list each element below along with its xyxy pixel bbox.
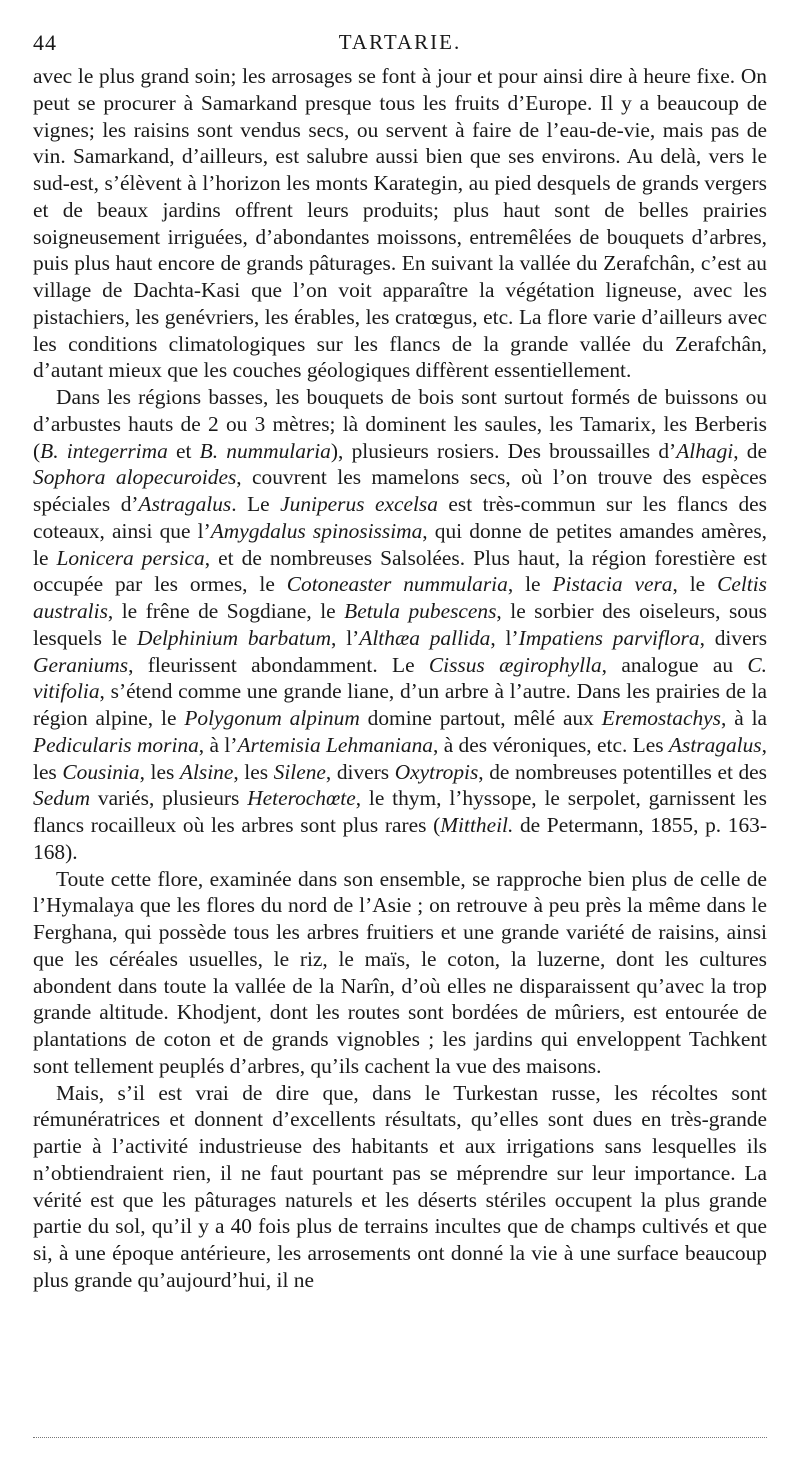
italic-term: Cissus ægirophylla: [428, 652, 602, 677]
text-run: avec le plus grand soin; les arrosages se font à jour et pour ainsi dire à heure fixe. On peut se procurer à Samarkand presque tous les fruits d’Europe. Il y a beaucoup de vignes; les raisins sont vendus secs, ou servent à faire de l’eau-de-vie, mais pas de vin. Samarkand, d’ailleurs, est salubre aussi bien que ses environs. Au delà, vers le sud-est, s’élèvent à l’horizon les monts Karategin, au pied desquels de grands vergers et de beaux jardins offrent leurs produits; plus haut sont de belles prairies soigneusement irriguées, d’abondantes moissons, entremêlées de bouquets d’arbres, puis plus haut encore de grands pâturages. En suivant la vallée du Zerafchân, c’est au village de Dachta-Kasi que l’on voit apparaître la végétation ligneuse, avec les pistachiers, les genévriers, les érables, les cratœgus, etc. La flore varie d’ailleurs avec les conditions climatologiques sur les flancs de la grande vallée du Zerafchân, d’autant mieux que les couches géologiques diffèrent essentiellement.: [33, 64, 767, 383]
text-run: Dans les régions basses, les bouquets de bois sont surtout formés de buissons ou d’arbustes hauts de 2 ou 3 mètres; là dominent les saules, les Tamarix, les Berberis (: [33, 385, 767, 463]
text-run: , les: [139, 759, 180, 784]
text-run: , à l’: [198, 732, 238, 757]
paragraph: [33, 384, 767, 866]
text-run: , l’: [490, 625, 519, 650]
text-run: , l’: [331, 625, 360, 650]
text-run: , fleurissent abondamment. Le: [128, 652, 429, 677]
paragraph: [33, 1080, 767, 1294]
text-run: , et de nombreuses Salsolées. Plus haut, la région forestière est occupée par les ormes, le: [33, 545, 767, 597]
text-run: Toute cette flore, examinée dans son ensemble, se rapproche bien plus de celle de l’Hymalaya que les flores du nord de l’Asie ; on retrouve à peu près la même dans le Ferghana, qui possède tous les arbres fruitiers et une grande variété de raisins, ainsi que les céréales usuelles, le riz, le maïs, le coton, la luzerne, dont les cultures abondent dans toute la vallée de la Narîn, d’où elles ne disparaissent qu’avec la trop grande altitude. Khodjent, dont les routes sont bordées de mûriers, est entourée de plantations de coton et de grands vignobles ; les jardins qui enveloppent Tachkent sont tellement peuplés d’arbres, qu’ils cachent la vue des maisons.: [33, 866, 767, 1078]
italic-term: Pistacia vera: [552, 572, 673, 597]
text-run: , divers: [325, 759, 395, 784]
text-run: , le frêne de Sogdiane, le: [107, 599, 345, 623]
italic-term: C. vitifolia: [33, 652, 767, 704]
italic-term: B. nummularia: [199, 438, 331, 463]
italic-term: Sophora alopecuroides: [33, 465, 237, 490]
italic-term: Alhagi: [676, 438, 734, 463]
text-run: , le sorbier des oiseleurs, sous lesquels le: [33, 599, 767, 650]
italic-term: Lonicera persica: [56, 545, 205, 570]
italic-term: Amygdalus spinosissima: [210, 518, 423, 543]
text-run: , les: [33, 732, 767, 784]
text-run: , analogue au: [601, 652, 748, 677]
text-run: . Le: [231, 492, 281, 516]
italic-term: Sedum: [33, 786, 91, 811]
text-run: , divers: [699, 625, 768, 650]
text-run: Mais, s’il est vrai de dire que, dans le Turkestan russe, les récoltes sont rémunératrices et donnent d’excellents résultats, qu’elles sont dues en très-grande partie à l’activité industrieuse des habitants et aux irrigations sans lesquelles ils n’obtiendraient rien, il ne faut pourtant pas se méprendre sur leur importance. La vérité est que les pâturages naturels et les déserts stériles occupent la plus grande partie du sol, qu’il y a 40 fois plus de terrains incultes que de champs cultivés et que si, à une époque antérieure, les arrosements ont donné la vie à une surface beaucoup plus grande qu’aujourd’hui, il ne: [33, 1080, 767, 1292]
italic-term: B. integerrima: [40, 438, 168, 463]
page-number: 44: [33, 30, 57, 55]
text-run: , s’étend comme une grande liane, d’un arbre à l’autre. Dans les prairies de la région alpine, le: [33, 679, 767, 730]
text-run: , couvrent les mamelons secs, où l’on trouve des espèces spéciales d’: [33, 465, 768, 516]
paragraph: [33, 63, 767, 384]
italic-term: Delphinium barbatum: [137, 625, 332, 650]
text-run: et: [167, 438, 200, 463]
text-run: domine partout, mêlé aux: [359, 706, 602, 730]
running-title: TARTARIE.: [338, 30, 462, 54]
page-header: [33, 30, 767, 60]
italic-term: Pedicularis morina: [33, 732, 199, 757]
body-text: [33, 63, 767, 1294]
italic-term: Althæa pallida: [359, 625, 491, 650]
text-run: , le: [672, 572, 718, 597]
italic-term: Mittheil.: [440, 813, 514, 837]
footer-dotted-rule: [33, 1437, 767, 1438]
italic-term: Polygonum alpinum: [184, 706, 360, 730]
italic-term: Cousinia: [62, 759, 140, 784]
text-run: , le: [507, 572, 553, 597]
text-run: , les: [233, 759, 274, 784]
italic-term: Juniperus excelsa: [280, 492, 438, 516]
italic-term: Artemisia Lehmaniana: [237, 732, 433, 757]
italic-term: Astragalus: [138, 492, 232, 516]
text-run: , le thym, l’hyssope, le serpolet, garnissent les flancs rocailleux où les arbres sont plus rares (: [33, 786, 767, 837]
italic-term: Impatiens parviflora: [518, 625, 700, 650]
text-run: variés, plusieurs: [90, 786, 248, 811]
italic-term: Eremostachys: [601, 706, 721, 730]
italic-term: Oxytropis: [394, 759, 479, 784]
italic-term: Cotoneaster nummularia: [286, 572, 508, 597]
italic-term: Geraniums: [33, 652, 129, 677]
text-run: est très-commun sur les flancs des coteaux, ainsi que l’: [33, 492, 767, 543]
text-run: , qui donne de petites amandes amères, le: [33, 518, 767, 570]
italic-term: Alsine: [179, 759, 234, 784]
text-run: , à des véroniques, etc. Les: [432, 732, 669, 757]
paragraph: [33, 866, 767, 1080]
text-run: , à la: [720, 706, 768, 730]
text-run: , de nombreuses potentilles et des: [478, 759, 767, 784]
italic-term: Silene: [273, 759, 326, 784]
text-run: , de: [733, 438, 767, 463]
text-run: de Petermann, 1855, p. 163-168).: [33, 813, 767, 864]
italic-term: Heterochœte: [247, 786, 356, 811]
italic-term: Betula pubescens: [344, 599, 497, 623]
italic-term: Celtis australis: [33, 572, 767, 623]
italic-term: Astragalus: [668, 732, 762, 757]
text-run: ), plusieurs rosiers. Des broussailles d’: [330, 438, 677, 463]
